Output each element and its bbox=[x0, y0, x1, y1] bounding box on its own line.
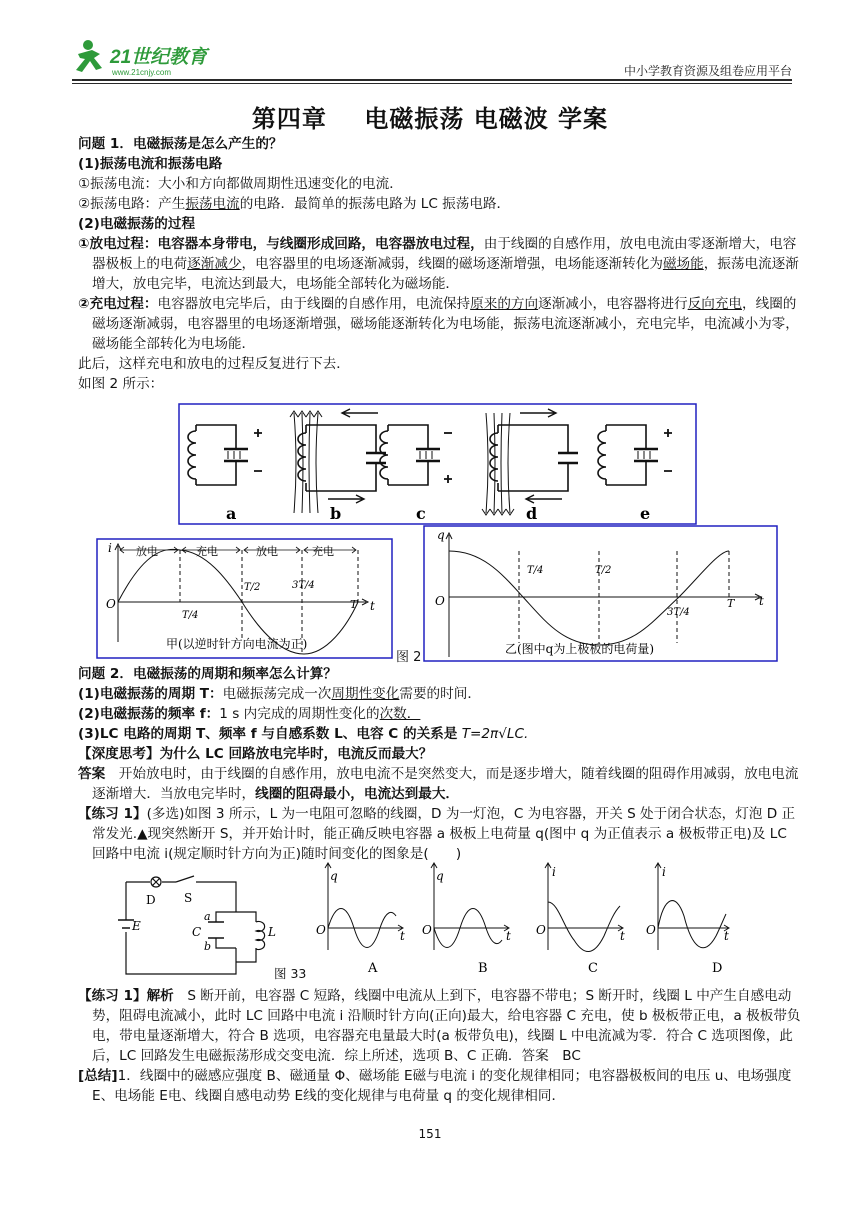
svg-text:i: i bbox=[662, 865, 666, 879]
page-title: 第四章 电磁振荡 电磁波 学案 bbox=[251, 105, 609, 133]
svg-text:S: S bbox=[184, 891, 193, 905]
answer-graphs bbox=[312, 856, 732, 984]
svg-text:C: C bbox=[192, 925, 202, 939]
solution-section bbox=[78, 986, 802, 1106]
site-logo bbox=[72, 38, 242, 78]
lc-cycle-figure bbox=[178, 403, 698, 531]
header-rule-thin bbox=[72, 83, 792, 84]
svg-text:T/2: T/2 bbox=[244, 582, 261, 593]
panel-label-d: d bbox=[526, 504, 538, 523]
q2-period: (1)电磁振荡的周期 T：电磁振荡完成一次周期性变化需要的时间． bbox=[78, 686, 481, 702]
figure-3-label: 图 33 bbox=[274, 966, 307, 981]
graph1-caption: 甲(以逆时针方向电流为正) bbox=[166, 637, 308, 651]
panel-label-e: e bbox=[640, 504, 651, 523]
svg-text:q: q bbox=[330, 869, 338, 883]
q2-formula: (3)LC 电路的周期 T、频率 f 与自感系数 L、电容 C 的关系是 T=2π√LC. bbox=[78, 726, 529, 742]
svg-text:t: t bbox=[370, 599, 375, 613]
solution-text: 【练习 1】解析 S 断开前，电容器 C 短路，线圈中电流从上到下，电容器不带电；S 断开时，线圈 L 中产生自感电动势，阻碍电流减小，此时 LC 回路中电流 i 沿顺时针方向(正向)最大，给电容器 C 充电，使 b 极板带正电，a 极板带负电，带电量逐渐增大，符合 B 选项，电容器充电量最大时(a 板带负电)，线圈 L 中电流减为零．符合 C 选项图像，此后，LC 回路发生电磁振荡形成交变电流．综上所述，选项 B、C 正确．答案 BC bbox=[78, 988, 801, 1064]
figure-2-label: 图 2 bbox=[396, 650, 422, 665]
svg-text:O: O bbox=[106, 597, 116, 611]
panel-b bbox=[290, 409, 386, 513]
svg-text:3T/4: 3T/4 bbox=[667, 607, 690, 618]
current-graph bbox=[96, 538, 394, 664]
option-d-label: D bbox=[712, 961, 723, 976]
q1-sub1a: ①振荡电流：大小和方向都做周期性迅速变化的电流． bbox=[78, 176, 403, 192]
q1-heading: 问题 1．电磁振荡是怎么产生的？ bbox=[78, 136, 283, 152]
figure-intro: 如图 2 所示： bbox=[78, 376, 164, 392]
page-number: 151 bbox=[418, 1127, 442, 1141]
svg-text:T/4: T/4 bbox=[182, 610, 199, 621]
svg-text:i: i bbox=[108, 541, 112, 555]
option-a-label: A bbox=[368, 961, 378, 976]
deep-question: 【深度思考】为什么 LC 回路放电完毕时，电流反而最大？ bbox=[78, 746, 433, 762]
svg-text:O: O bbox=[422, 923, 432, 937]
svg-text:a: a bbox=[204, 910, 211, 923]
svg-text:i: i bbox=[552, 865, 556, 879]
panel-label-c: c bbox=[416, 504, 426, 523]
svg-text:t: t bbox=[759, 594, 764, 608]
logo-url: www.21cnjy.com bbox=[112, 68, 171, 77]
svg-text:t: t bbox=[620, 929, 625, 943]
svg-text:O: O bbox=[316, 923, 326, 937]
q1-section bbox=[78, 134, 802, 394]
charge-graph bbox=[423, 525, 779, 667]
svg-text:放电: 放电 bbox=[256, 545, 278, 558]
repeat-note: 此后，这样充电和放电的过程反复进行下去． bbox=[78, 356, 350, 372]
svg-text:3T/4: 3T/4 bbox=[292, 580, 315, 591]
platform-name: 中小学教育资源及组卷应用平台 bbox=[623, 64, 792, 78]
svg-text:t: t bbox=[506, 929, 511, 943]
practice-1: 【练习 1】(多选)如图 3 所示，L 为一电阻可忽略的线圈，D 为一灯泡，C 为电容器，开关 S 处于闭合状态，灯泡 D 正常发光.▲现突然断开 S，并开始计时，能正确反映电容器 a 极板上电荷量 q(图中 q 为正值表示 a 极板带正电)及 LC 回路中电流 i(规定顺时针方向为正)随时间变化的图象是( ) bbox=[78, 806, 796, 862]
svg-text:O: O bbox=[435, 594, 445, 608]
q1-sub1b: ②振荡电路：产生振荡电流的电路．最简单的振荡电路为 LC 振荡电路． bbox=[78, 196, 511, 212]
option-c-label: C bbox=[588, 961, 598, 976]
svg-text:充电: 充电 bbox=[312, 545, 334, 558]
q2-heading: 问题 2．电磁振荡的周期和频率怎么计算？ bbox=[78, 666, 337, 682]
svg-text:t: t bbox=[400, 929, 405, 943]
panel-label-b: b bbox=[330, 504, 342, 523]
svg-text:D: D bbox=[146, 893, 156, 907]
panel-label-a: a bbox=[226, 504, 237, 523]
svg-text:E: E bbox=[132, 919, 141, 933]
svg-text:放电: 放电 bbox=[136, 545, 158, 558]
svg-text:L: L bbox=[268, 925, 276, 939]
charge-paragraph: ②充电过程：电容器放电完毕后，由于线圈的自感作用，电流保持原来的方向逐渐减小，电容器将进行反向充电，线圈的磁场逐渐减弱，电容器里的电场逐渐增强，磁场能逐渐转化为电场能，振荡电流逐渐减小，充电完毕，电流减小为零，磁场能全部转化为电场能． bbox=[78, 296, 799, 352]
svg-text:充电: 充电 bbox=[196, 545, 218, 558]
svg-text:t: t bbox=[724, 929, 729, 943]
summary-text: [总结]1．线圈中的磁感应强度 B、磁通量 Φ、磁场能 E磁与电流 i 的变化规律相同；电容器极板间的电压 u、电场强度 E、电场能 E电、线圈自感电动势 E线的变化规律与电荷量 q 的变化规律相同． bbox=[78, 1068, 792, 1104]
svg-text:O: O bbox=[536, 923, 546, 937]
panel-d bbox=[482, 409, 578, 515]
svg-text:T: T bbox=[727, 597, 735, 610]
q2-section bbox=[78, 664, 802, 864]
svg-text:q: q bbox=[437, 528, 445, 542]
page-header bbox=[72, 38, 792, 82]
panel-c bbox=[380, 425, 452, 485]
logo-text: 21世纪教育 bbox=[110, 47, 208, 68]
svg-text:T/4: T/4 bbox=[527, 565, 544, 576]
q1-sub1: (1)振荡电流和振荡电路 bbox=[78, 156, 223, 172]
q1-sub2: (2)电磁振荡的过程 bbox=[78, 216, 196, 232]
svg-text:q: q bbox=[436, 869, 444, 883]
svg-text:T: T bbox=[350, 598, 358, 611]
option-b-label: B bbox=[478, 961, 488, 976]
graph2-caption: 乙(图中q为上极板的电荷量) bbox=[505, 642, 655, 656]
q2-frequency: (2)电磁振荡的频率 f：1 s 内完成的周期性变化的次数． bbox=[78, 706, 421, 722]
header-rule bbox=[72, 79, 792, 81]
discharge-paragraph: ①放电过程：电容器本身带电，与线圈形成回路，电容器放电过程，由于线圈的自感作用，放电电流由零逐渐增大，电容器极板上的电荷逐渐减少，电容器里的电场逐渐减弱，线圈的磁场逐渐增强，电场能逐渐转化为磁场能，振荡电流逐渐增大，放电完毕，电流达到最大，电场能全部转化为磁场能． bbox=[78, 236, 799, 292]
practice-circuit bbox=[116, 872, 286, 982]
svg-text:b: b bbox=[204, 940, 212, 953]
deep-answer: 答案 开始放电时，由于线圈的自感作用，放电电流不是突然变大，而是逐步增大，随着线圈的阻碍作用减弱，放电电流逐渐增大．当放电完毕时，线圈的阻碍最小，电流达到最大． bbox=[78, 766, 799, 802]
svg-text:T/2: T/2 bbox=[595, 565, 612, 576]
panel-e bbox=[598, 425, 672, 485]
svg-text:O: O bbox=[646, 923, 656, 937]
panel-a bbox=[188, 425, 262, 485]
